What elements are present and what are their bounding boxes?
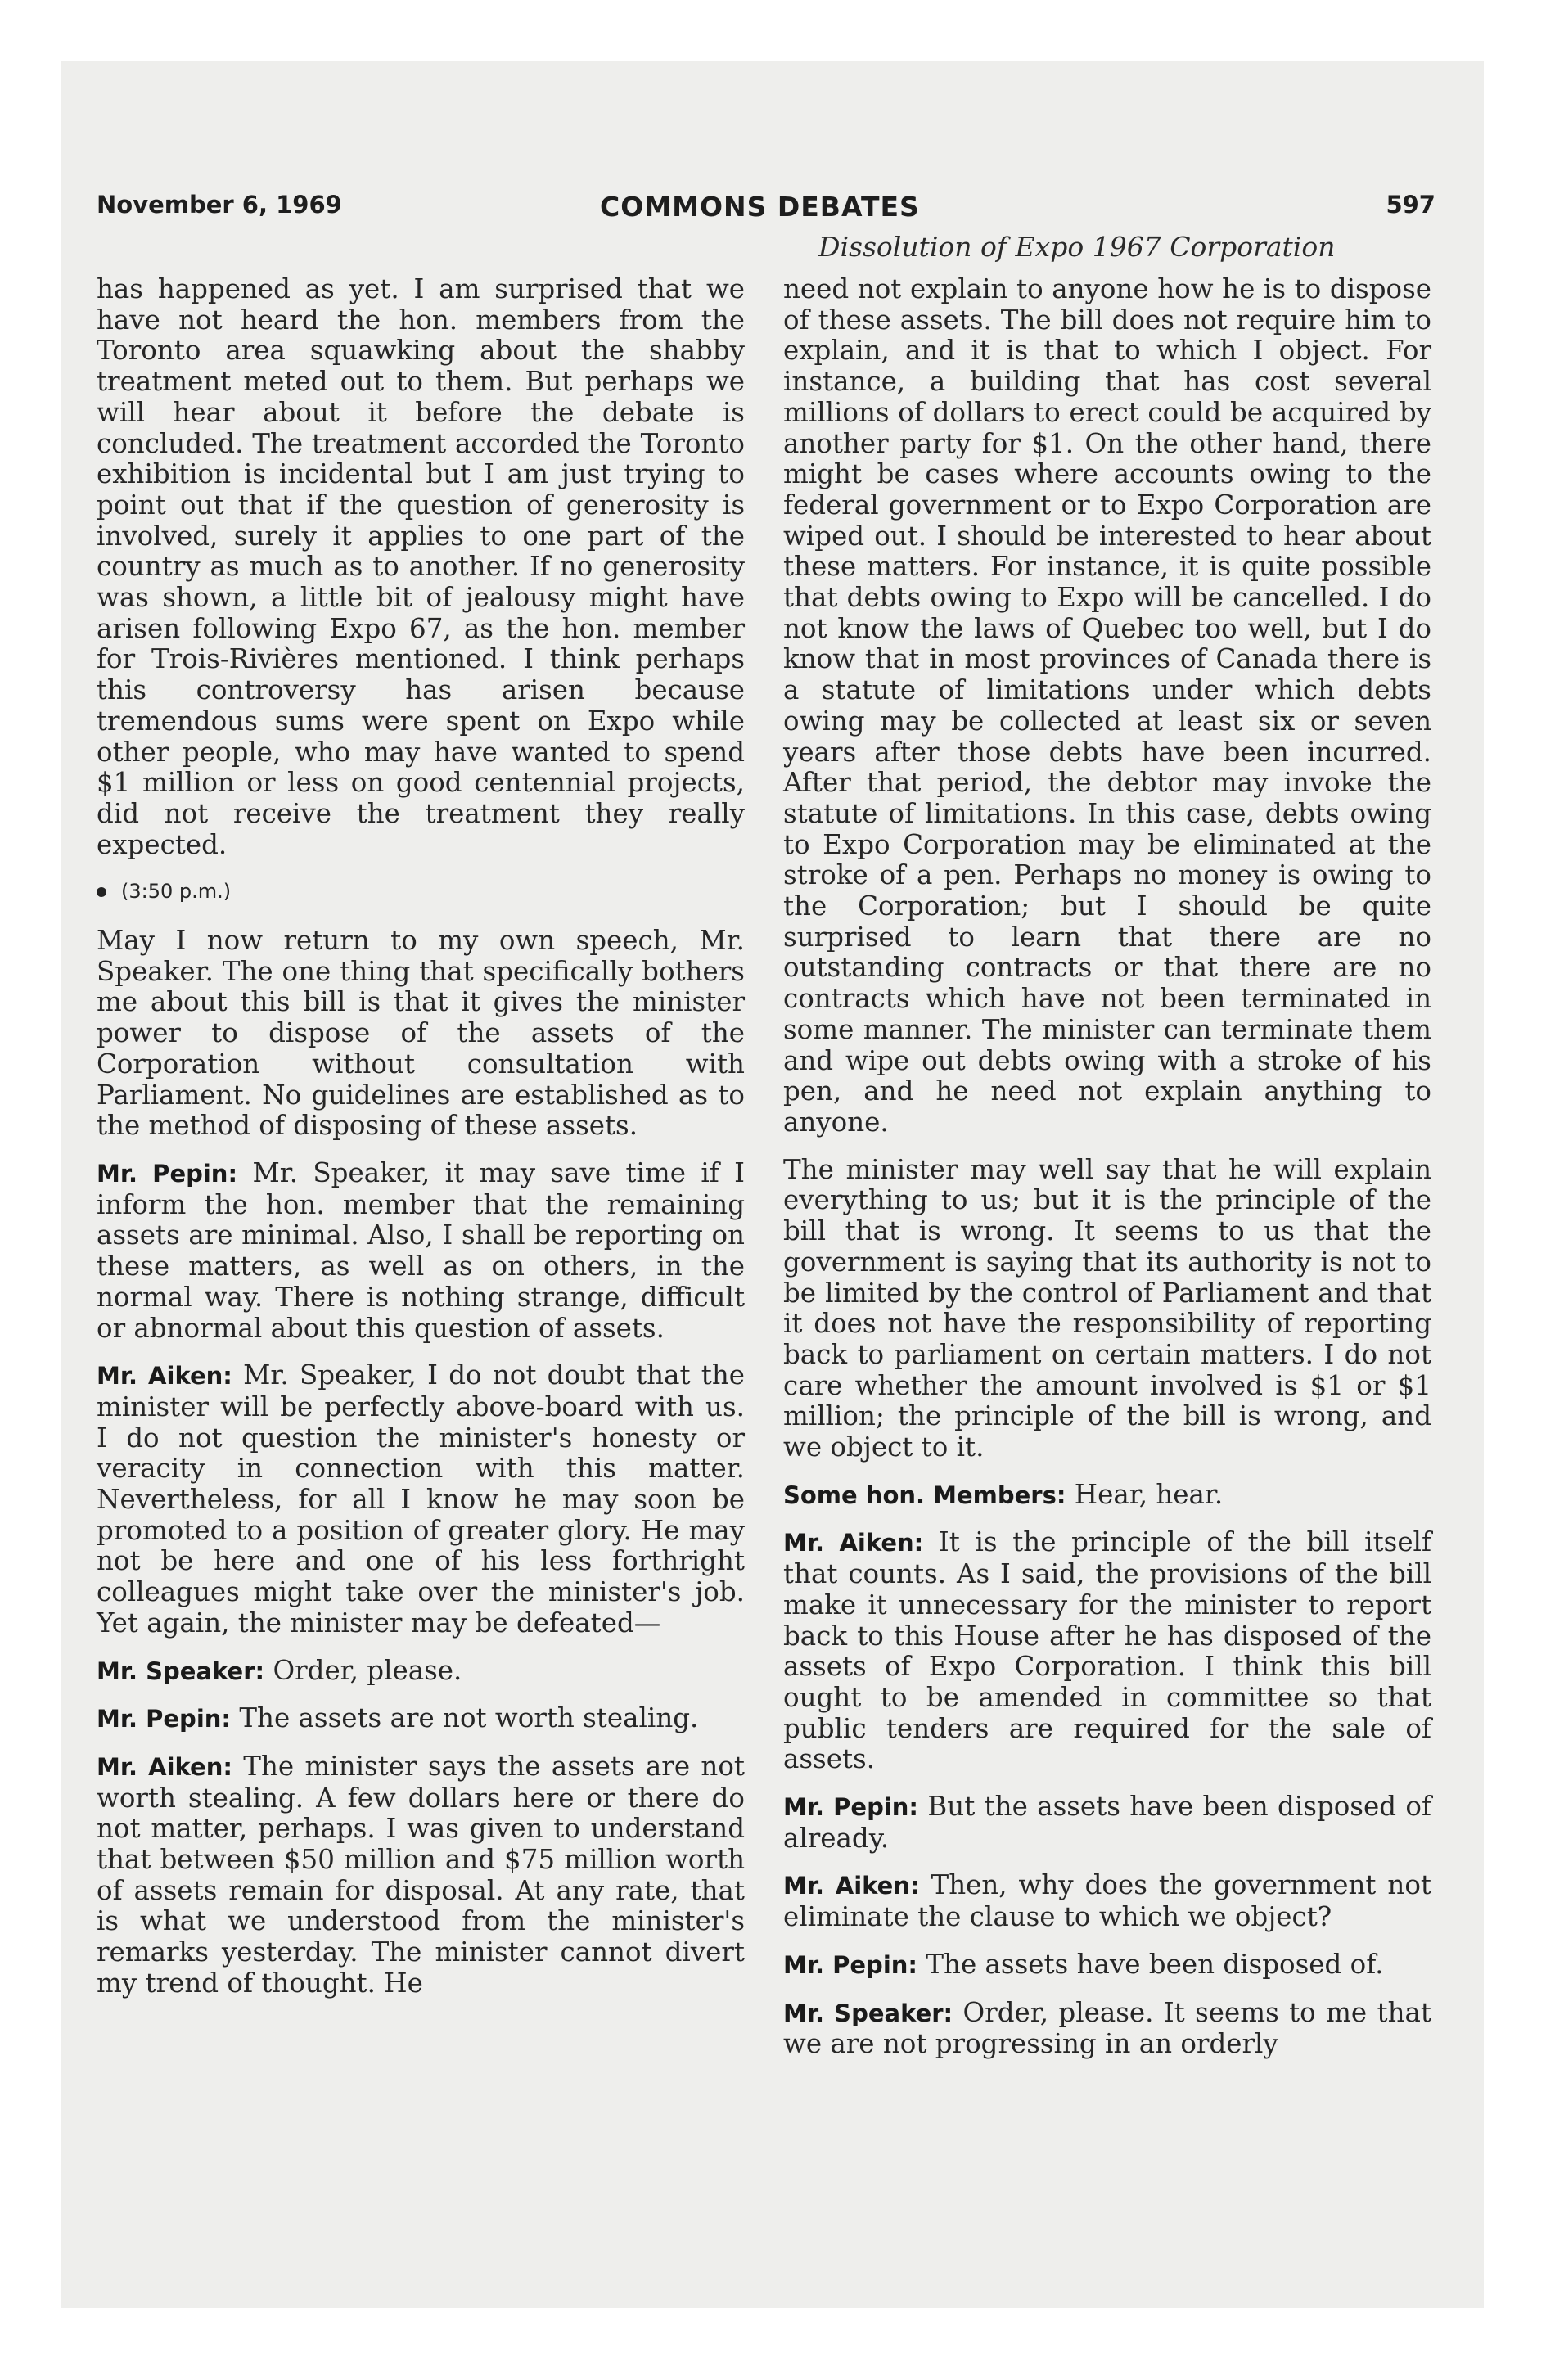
speech-paragraph	[783, 1998, 1431, 2060]
speaker-name: Mr. Pepin:	[97, 1159, 238, 1188]
speech-text: Then, why does the government not eliminate the clause to which we object?	[783, 1869, 1431, 1933]
speech-paragraph	[97, 1158, 745, 1344]
speech-paragraph	[97, 1703, 745, 1735]
speech-paragraph	[783, 1950, 1431, 1981]
paragraph: has happened as yet. I am surprised that we have not heard the hon. members from the Toronto area squawking about the shabby treatment meted out to them. But perhaps we will hear about it before the debate is concluded. The treatment accorded the Toronto exhibition is incidental but I am just trying to point out that if the question of generosity is involved, surely it applies to one part of the country as much as to another. If no generosity was shown, a little bit of jealousy might have arisen following Expo 67, as the hon. member for Trois-Rivières mentioned. I think perhaps this controversy has arisen because tremendous sums were spent on Expo while other people, who may have wanted to spend $1 million or less on good centennial projects, did not receive the treatment they really expected.	[97, 273, 745, 860]
speech-paragraph	[783, 1527, 1431, 1775]
speech-paragraph	[783, 1870, 1431, 1932]
header-title: COMMONS DEBATES	[600, 191, 920, 223]
header-date: November 6, 1969	[97, 191, 342, 219]
speech-text: The minister says the assets are not worth stealing. A few dollars here or there do not matter, perhaps. I was given to understand that between $50 million and $75 million worth of assets remain for disposal. At any rate, that is what we understood from the minister's remarks yesterday. The minister cannot divert my trend of thought. He	[97, 1750, 745, 1999]
timestamp-text: (3:50 p.m.)	[121, 880, 232, 904]
speech-text: The assets are not worth stealing.	[239, 1702, 699, 1734]
speech-paragraph	[783, 1480, 1431, 1512]
speaker-name: Some hon. Members:	[783, 1481, 1066, 1509]
timestamp	[97, 877, 745, 908]
speaker-name: Mr. Pepin:	[783, 1793, 919, 1822]
speech-text: Hear, hear.	[1074, 1478, 1224, 1510]
speech-text: Mr. Speaker, it may save time if I inform the hon. member that the remaining assets are minimal. Also, I shall be reporting on these matters, as well as on others, in the normal way. There is nothing strange, difficult or abnormal about this question of assets.	[97, 1156, 745, 1344]
right-column	[783, 274, 1431, 2076]
speaker-name: Mr. Aiken:	[783, 1529, 924, 1557]
speech-paragraph	[97, 1751, 745, 1999]
bullet-icon	[97, 887, 106, 897]
speaker-name: Mr. Aiken:	[97, 1752, 232, 1781]
speech-text: Order, please. It seems to me that we are not progressing in an orderly	[783, 1996, 1431, 2060]
speech-text: The assets have been disposed of.	[926, 1948, 1384, 1980]
speech-text: Order, please.	[273, 1654, 462, 1686]
speech-text: Mr. Speaker, I do not doubt that the minister will be perfectly above-board with us. I do not question the minister's honesty or veracity in connection with this matter. Nevertheless, for all I know he may soon be promoted to a position of greater glory. He may not be here and one of his less forthright colleagues might take over the minister's job. Yet again, the minister may be defeated—	[97, 1359, 745, 1639]
speaker-name: Mr. Pepin:	[783, 1950, 918, 1979]
speech-paragraph	[97, 1656, 745, 1688]
paragraph: May I now return to my own speech, Mr. Speaker. The one thing that specifically bothers me about this bill is that it gives the minister power to dispose of the assets of the Corporation without consultation with Parliament. No guidelines are established as to the method of disposing of these assets.	[97, 925, 745, 1142]
speaker-name: Mr. Speaker:	[783, 1999, 953, 2027]
page-header	[97, 191, 1436, 228]
speech-text: But the assets have been disposed of already.	[783, 1791, 1431, 1854]
paragraph: need not explain to anyone how he is to dispose of these assets. The bill does not require him to explain, and it is that to which I object. For instance, a building that has cost several millions of dollars to erect could be acquired by another party for $1. On the other hand, there might be cases where accounts owing to the federal government or to Expo Corporation are wiped out. I should be interested to hear about these matters. For instance, it is quite possible that debts owing to Expo will be cancelled. I do not know the laws of Quebec too well, but I do know that in most provinces of Canada there is a statute of limitations under which debts owing may be collected at least six or seven years after those debts have been incurred. After that period, the debtor may invoke the statute of limitations. In this case, debts owing to Expo Corporation may be eliminated at the stroke of a pen. Perhaps no money is owing to the Corporation; but I should be quite surprised to learn that there are no outstanding contracts or that there are no contracts which have not been terminated in some manner. The minister can terminate them and wipe out debts owing with a stroke of his pen, and he need not explain anything to anyone.	[783, 273, 1431, 1138]
paragraph: The minister may well say that he will explain everything to us; but it is the principle of the bill that is wrong. It seems to us that the government is saying that its authority is not to be limited by the control of Parliament and that it does not have the responsibility of reporting back to parliament on certain matters. I do not care whether the amount involved is $1 or $1 million; the principle of the bill is wrong, and we object to it.	[783, 1153, 1431, 1463]
speech-paragraph	[97, 1360, 745, 1639]
speaker-name: Mr. Speaker:	[97, 1657, 265, 1685]
speech-paragraph	[783, 1792, 1431, 1854]
section-subtitle: Dissolution of Expo 1967 Corporation	[818, 231, 1336, 263]
speech-text: It is the principle of the bill itself that counts. As I said, the provisions of the bill make it unnecessary for the minister to report back to this House after he has disposed of the assets of Expo Corporation. I think this bill ought to be amended in committee so that public tenders are required for the sale of assets.	[783, 1526, 1431, 1775]
speaker-name: Mr. Pepin:	[97, 1705, 232, 1733]
speaker-name: Mr. Aiken:	[783, 1872, 920, 1900]
left-column	[97, 274, 745, 2016]
page-number: 597	[1386, 191, 1436, 219]
speaker-name: Mr. Aiken:	[97, 1362, 232, 1391]
